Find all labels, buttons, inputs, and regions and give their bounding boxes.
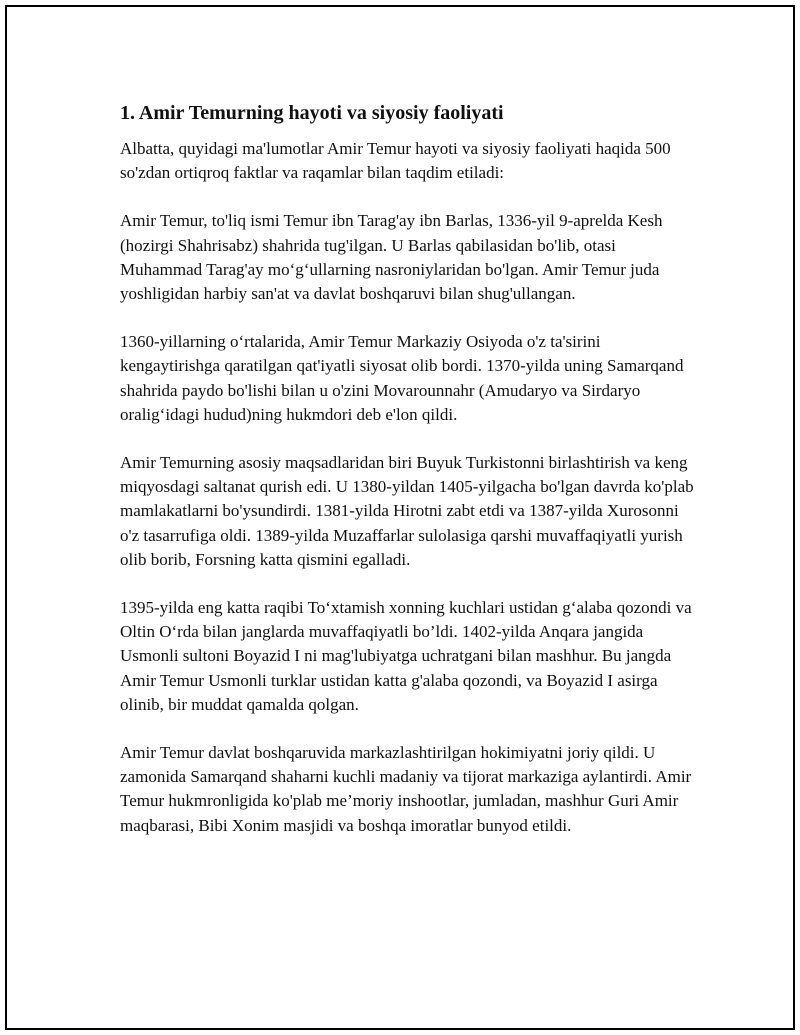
paragraph-rise-to-power: 1360-yillarning o‘rtalarida, Amir Temur Markaziy Osiyoda o'z ta'sirini kengaytirishga qaratilgan qat'iyatli siyosat olib bordi. 1370-yilda uning Samarqand shahrida paydo bo'lishi bilan u o'zini Movarounnahr (Amudaryo va Sirdaryo oralig‘idagi hudud)ning hukmdori deb e'lon qildi. bbox=[120, 332, 684, 424]
document-content bbox=[120, 99, 700, 862]
paragraph-early-life: Amir Temur, to'liq ismi Temur ibn Tarag'ay ibn Barlas, 1336-yil 9-aprelda Kesh (hozirgi Shahrisabz) shahrida tug'ilgan. U Barlas qabilasidan bo'lib, otasi Muhammad Tarag'ay mo‘g‘ullarning nasroniylaridan bo'lgan. Amir Temur juda yoshligidan harbiy san'at va davlat boshqaruvi bilan shug'ullangan. bbox=[120, 211, 663, 304]
page-frame bbox=[5, 5, 795, 1030]
paragraph-governance: Amir Temur davlat boshqaruvida markazlashtirilgan hokimiyatni joriy qildi. U zamonida Samarqand shaharni kuchli madaniy va tijorat markaziga aylantirdi. Amir Temur hukmronligida ko'plab me’moriy inshootlar, jumladan, mashhur Guri Amir maqbarasi, Bibi Xonim masjidi va boshqa imoratlar bunyod etildi. bbox=[120, 743, 692, 835]
section-heading: 1. Amir Temurning hayoti va siyosiy faoliyati bbox=[120, 102, 504, 124]
paragraph-intro: Albatta, quyidagi ma'lumotlar Amir Temur hayoti va siyosiy faoliyati haqida 500 so'zdan ortiqroq faktlar va raqamlar bilan taqdim etiladi: bbox=[120, 139, 671, 183]
paragraph-conquests: Amir Temurning asosiy maqsadlaridan biri Buyuk Turkistonni birlashtirish va keng miqyosdagi saltanat qurish edi. U 1380-yildan 1405-yilgacha bo'lgan davrda ko'plab mamlakatlarni bo'ysundirdi. 1381-yilda Hirotni zabt etdi va 1387-yilda Xurosonni o'z tasarrufiga oldi. 1389-yilda Muzaffarlar sulolasiga qarshi muvaffaqiyatli yurish olib borib, Forsning katta qismini egalladi. bbox=[120, 453, 694, 569]
paragraph-major-battles: 1395-yilda eng katta raqibi To‘xtamish xonning kuchlari ustidan g‘alaba qozondi va Oltin O‘rda bilan janglarda muvaffaqiyatli bo’ldi. 1402-yilda Anqara jangida Usmonli sultoni Boyazid I ni mag'lubiyatga uchratgani bilan mashhur. Bu jangda Amir Temur Usmonli turklar ustidan katta g'alaba qozondi, va Boyazid I asirga olinib, bir muddat qamalda qolgan. bbox=[120, 598, 692, 714]
